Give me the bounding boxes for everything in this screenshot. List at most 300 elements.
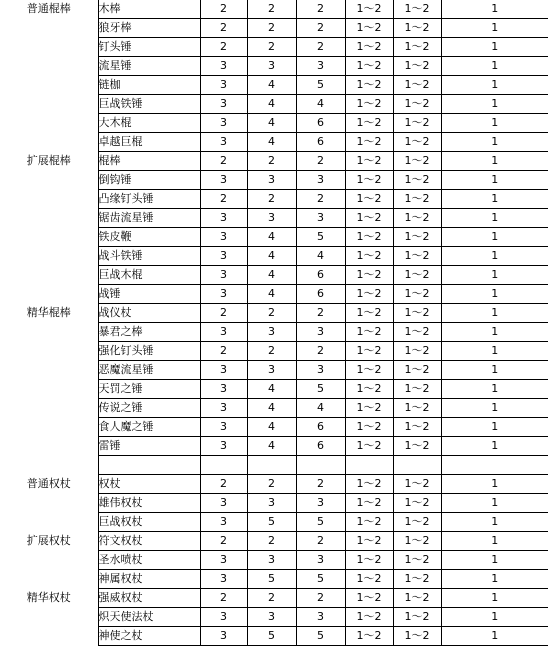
- group-label: [0, 380, 98, 399]
- value-cell-c4: 1～2: [345, 76, 393, 95]
- value-cell-c6: 1: [441, 285, 548, 304]
- table-row: [0, 494, 548, 513]
- value-cell-c6: 1: [441, 513, 548, 532]
- value-cell-c2: 4: [247, 399, 296, 418]
- value-cell-c2: 4: [247, 437, 296, 456]
- value-cell-c4: 1～2: [345, 114, 393, 133]
- value-cell-c5: 1～2: [393, 589, 441, 608]
- value-cell-c2: 4: [247, 95, 296, 114]
- group-label: [0, 266, 98, 285]
- value-cell-c6: 1: [441, 114, 548, 133]
- value-cell-c3: 3: [296, 209, 345, 228]
- item-name-cell: 倒钩锤: [98, 171, 200, 190]
- value-cell-c5: 1～2: [393, 57, 441, 76]
- table-row: [0, 437, 548, 456]
- value-cell-c6: 1: [441, 475, 548, 494]
- blank-cell: [98, 456, 200, 475]
- value-cell-c4: 1～2: [345, 570, 393, 589]
- value-cell-c2: 4: [247, 114, 296, 133]
- item-name-cell: 神使之杖: [98, 627, 200, 646]
- value-cell-c6: 1: [441, 532, 548, 551]
- value-cell-c3: 2: [296, 475, 345, 494]
- value-cell-c2: 4: [247, 285, 296, 304]
- item-name-cell: 传说之锤: [98, 399, 200, 418]
- blank-cell: [393, 456, 441, 475]
- value-cell-c4: 1～2: [345, 475, 393, 494]
- value-cell-c5: 1～2: [393, 209, 441, 228]
- value-cell-c4: 1～2: [345, 304, 393, 323]
- item-name-cell: 符文权杖: [98, 532, 200, 551]
- table-row: [0, 171, 548, 190]
- value-cell-c2: 3: [247, 494, 296, 513]
- value-cell-c4: 1～2: [345, 380, 393, 399]
- value-cell-c5: 1～2: [393, 627, 441, 646]
- value-cell-c1: 2: [200, 342, 247, 361]
- value-cell-c5: 1～2: [393, 247, 441, 266]
- group-label: [0, 247, 98, 266]
- value-cell-c3: 2: [296, 342, 345, 361]
- value-cell-c3: 3: [296, 323, 345, 342]
- value-cell-c6: 1: [441, 608, 548, 627]
- item-name-cell: 炽天使法杖: [98, 608, 200, 627]
- value-cell-c4: 1～2: [345, 323, 393, 342]
- item-name-cell: 卓越巨棍: [98, 133, 200, 152]
- group-label: [0, 209, 98, 228]
- value-cell-c4: 1～2: [345, 627, 393, 646]
- value-cell-c3: 2: [296, 589, 345, 608]
- value-cell-c3: 4: [296, 95, 345, 114]
- value-cell-c5: 1～2: [393, 38, 441, 57]
- group-label: [0, 76, 98, 95]
- value-cell-c3: 6: [296, 266, 345, 285]
- value-cell-c2: 2: [247, 532, 296, 551]
- value-cell-c4: 1～2: [345, 247, 393, 266]
- value-cell-c5: 1～2: [393, 190, 441, 209]
- table-row: [0, 608, 548, 627]
- group-label: [0, 513, 98, 532]
- value-cell-c3: 3: [296, 494, 345, 513]
- value-cell-c1: 3: [200, 285, 247, 304]
- value-cell-c2: 2: [247, 152, 296, 171]
- value-cell-c5: 1～2: [393, 570, 441, 589]
- value-cell-c2: 5: [247, 513, 296, 532]
- value-cell-c5: 1～2: [393, 342, 441, 361]
- item-name-cell: 强威权杖: [98, 589, 200, 608]
- value-cell-c6: 1: [441, 247, 548, 266]
- table-row: [0, 304, 548, 323]
- value-cell-c2: 4: [247, 247, 296, 266]
- value-cell-c4: 1～2: [345, 285, 393, 304]
- value-cell-c6: 1: [441, 76, 548, 95]
- value-cell-c3: 6: [296, 418, 345, 437]
- item-name-cell: 凸缘钉头锤: [98, 190, 200, 209]
- group-label: [0, 38, 98, 57]
- value-cell-c4: 1～2: [345, 57, 393, 76]
- value-cell-c4: 1～2: [345, 513, 393, 532]
- value-cell-c5: 1～2: [393, 418, 441, 437]
- group-label: [0, 114, 98, 133]
- item-name-cell: 棍棒: [98, 152, 200, 171]
- table-row: [0, 57, 548, 76]
- value-cell-c6: 1: [441, 95, 548, 114]
- value-cell-c3: 5: [296, 228, 345, 247]
- value-cell-c1: 3: [200, 551, 247, 570]
- value-cell-c1: 3: [200, 361, 247, 380]
- value-cell-c3: 5: [296, 76, 345, 95]
- value-cell-c5: 1～2: [393, 437, 441, 456]
- value-cell-c2: 2: [247, 38, 296, 57]
- value-cell-c2: 2: [247, 304, 296, 323]
- item-name-cell: 巨战铁锤: [98, 95, 200, 114]
- value-cell-c5: 1～2: [393, 0, 441, 19]
- table-row: [0, 209, 548, 228]
- table-row: [0, 114, 548, 133]
- value-cell-c4: 1～2: [345, 95, 393, 114]
- group-label: 精华棍棒: [26, 306, 71, 319]
- value-cell-c6: 1: [441, 589, 548, 608]
- value-cell-c5: 1～2: [393, 323, 441, 342]
- table-row: [0, 133, 548, 152]
- value-cell-c3: 3: [296, 57, 345, 76]
- value-cell-c4: 1～2: [345, 152, 393, 171]
- value-cell-c5: 1～2: [393, 361, 441, 380]
- value-cell-c6: 1: [441, 418, 548, 437]
- value-cell-c3: 4: [296, 399, 345, 418]
- value-cell-c4: 1～2: [345, 190, 393, 209]
- value-cell-c5: 1～2: [393, 266, 441, 285]
- value-cell-c6: 1: [441, 19, 548, 38]
- value-cell-c3: 5: [296, 627, 345, 646]
- value-cell-c2: 4: [247, 133, 296, 152]
- value-cell-c5: 1～2: [393, 19, 441, 38]
- group-label: [0, 570, 98, 589]
- table-row: [0, 266, 548, 285]
- value-cell-c1: 3: [200, 209, 247, 228]
- value-cell-c2: 3: [247, 57, 296, 76]
- value-cell-c1: 3: [200, 133, 247, 152]
- value-cell-c1: 3: [200, 513, 247, 532]
- item-name-cell: 锯齿流星锤: [98, 209, 200, 228]
- value-cell-c2: 2: [247, 190, 296, 209]
- value-cell-c3: 5: [296, 570, 345, 589]
- group-label: [0, 323, 98, 342]
- value-cell-c6: 1: [441, 152, 548, 171]
- value-cell-c1: 2: [200, 19, 247, 38]
- value-cell-c1: 3: [200, 76, 247, 95]
- value-cell-c5: 1～2: [393, 228, 441, 247]
- table-row: [0, 19, 548, 38]
- value-cell-c3: 3: [296, 608, 345, 627]
- value-cell-c5: 1～2: [393, 95, 441, 114]
- value-cell-c5: 1～2: [393, 551, 441, 570]
- value-cell-c6: 1: [441, 380, 548, 399]
- value-cell-c1: 2: [200, 152, 247, 171]
- value-cell-c1: 3: [200, 437, 247, 456]
- value-cell-c2: 4: [247, 266, 296, 285]
- value-cell-c6: 1: [441, 399, 548, 418]
- value-cell-c6: 1: [441, 551, 548, 570]
- value-cell-c4: 1～2: [345, 38, 393, 57]
- table-row: [0, 285, 548, 304]
- group-label: 普通权杖: [26, 477, 71, 490]
- value-cell-c5: 1～2: [393, 171, 441, 190]
- value-cell-c6: 1: [441, 570, 548, 589]
- value-cell-c2: 2: [247, 0, 296, 19]
- value-cell-c6: 1: [441, 627, 548, 646]
- value-cell-c5: 1～2: [393, 532, 441, 551]
- item-name-cell: 钉头锤: [98, 38, 200, 57]
- table-row: [0, 513, 548, 532]
- value-cell-c4: 1～2: [345, 266, 393, 285]
- value-cell-c1: 3: [200, 570, 247, 589]
- value-cell-c3: 5: [296, 380, 345, 399]
- value-cell-c3: 3: [296, 551, 345, 570]
- value-cell-c2: 3: [247, 171, 296, 190]
- value-cell-c1: 3: [200, 114, 247, 133]
- value-cell-c5: 1～2: [393, 608, 441, 627]
- group-label: [0, 342, 98, 361]
- table-row: [0, 152, 548, 171]
- value-cell-c1: 3: [200, 247, 247, 266]
- value-cell-c3: 4: [296, 247, 345, 266]
- table-row: [0, 247, 548, 266]
- value-cell-c2: 3: [247, 323, 296, 342]
- value-cell-c3: 6: [296, 285, 345, 304]
- value-cell-c1: 2: [200, 589, 247, 608]
- table-row: [0, 95, 548, 114]
- value-cell-c1: 3: [200, 608, 247, 627]
- item-name-cell: 神属权杖: [98, 570, 200, 589]
- group-label: 精华权杖: [26, 591, 71, 604]
- item-name-cell: 雄伟权杖: [98, 494, 200, 513]
- value-cell-c2: 3: [247, 551, 296, 570]
- group-label: 扩展棍棒: [26, 154, 71, 167]
- value-cell-c5: 1～2: [393, 152, 441, 171]
- value-cell-c5: 1～2: [393, 285, 441, 304]
- value-cell-c1: 3: [200, 95, 247, 114]
- table-row: [0, 399, 548, 418]
- value-cell-c2: 4: [247, 418, 296, 437]
- value-cell-c3: 6: [296, 133, 345, 152]
- group-label: [0, 418, 98, 437]
- value-cell-c4: 1～2: [345, 171, 393, 190]
- item-name-cell: 暴君之棒: [98, 323, 200, 342]
- value-cell-c5: 1～2: [393, 114, 441, 133]
- value-cell-c6: 1: [441, 323, 548, 342]
- table-row: [0, 38, 548, 57]
- value-cell-c5: 1～2: [393, 304, 441, 323]
- item-name-cell: 战仪杖: [98, 304, 200, 323]
- value-cell-c6: 1: [441, 133, 548, 152]
- value-cell-c5: 1～2: [393, 399, 441, 418]
- value-cell-c3: 6: [296, 437, 345, 456]
- value-cell-c1: 2: [200, 190, 247, 209]
- group-label: [0, 494, 98, 513]
- value-cell-c4: 1～2: [345, 0, 393, 19]
- value-cell-c3: 3: [296, 361, 345, 380]
- value-cell-c5: 1～2: [393, 133, 441, 152]
- value-cell-c6: 1: [441, 209, 548, 228]
- value-cell-c4: 1～2: [345, 551, 393, 570]
- value-cell-c6: 1: [441, 0, 548, 19]
- value-cell-c5: 1～2: [393, 494, 441, 513]
- value-cell-c6: 1: [441, 361, 548, 380]
- group-label: [0, 57, 98, 76]
- table-row: [0, 76, 548, 95]
- value-cell-c3: 2: [296, 190, 345, 209]
- value-cell-c3: 5: [296, 513, 345, 532]
- value-cell-c1: 2: [200, 475, 247, 494]
- group-label: [0, 285, 98, 304]
- value-cell-c1: 3: [200, 57, 247, 76]
- value-cell-c1: 3: [200, 627, 247, 646]
- value-cell-c4: 1～2: [345, 228, 393, 247]
- value-cell-c1: 3: [200, 494, 247, 513]
- group-label: [0, 19, 98, 38]
- group-label: 普通棍棒: [26, 2, 71, 16]
- item-name-cell: 天罚之锤: [98, 380, 200, 399]
- value-cell-c3: 2: [296, 19, 345, 38]
- value-cell-c2: 4: [247, 228, 296, 247]
- value-cell-c5: 1～2: [393, 475, 441, 494]
- value-cell-c6: 1: [441, 171, 548, 190]
- group-label: [0, 190, 98, 209]
- item-name-cell: 流星锤: [98, 57, 200, 76]
- group-label: 扩展权杖: [26, 534, 71, 547]
- group-label: [0, 171, 98, 190]
- value-cell-c3: 6: [296, 114, 345, 133]
- item-name-cell: 巨战木棍: [98, 266, 200, 285]
- blank-cell: [345, 456, 393, 475]
- table-row: [0, 361, 548, 380]
- group-label: [0, 399, 98, 418]
- table-row: [0, 0, 548, 19]
- value-cell-c4: 1～2: [345, 19, 393, 38]
- value-cell-c4: 1～2: [345, 342, 393, 361]
- item-name-cell: 铁皮鞭: [98, 228, 200, 247]
- value-cell-c3: 2: [296, 532, 345, 551]
- value-cell-c2: 4: [247, 380, 296, 399]
- value-cell-c4: 1～2: [345, 133, 393, 152]
- value-cell-c4: 1～2: [345, 589, 393, 608]
- value-cell-c4: 1～2: [345, 209, 393, 228]
- value-cell-c4: 1～2: [345, 418, 393, 437]
- value-cell-c2: 2: [247, 589, 296, 608]
- value-cell-c6: 1: [441, 57, 548, 76]
- value-cell-c1: 3: [200, 399, 247, 418]
- item-name-cell: 权杖: [98, 475, 200, 494]
- table-row: [0, 627, 548, 646]
- table-row: [0, 190, 548, 209]
- value-cell-c1: 3: [200, 266, 247, 285]
- group-label: [0, 627, 98, 646]
- table-row: [0, 323, 548, 342]
- item-name-cell: 巨战权杖: [98, 513, 200, 532]
- value-cell-c6: 1: [441, 190, 548, 209]
- table-row: [0, 380, 548, 399]
- table-row: [0, 532, 548, 551]
- value-cell-c4: 1～2: [345, 399, 393, 418]
- table-row: [0, 475, 548, 494]
- value-cell-c1: 3: [200, 380, 247, 399]
- value-cell-c3: 2: [296, 0, 345, 19]
- table-row: [0, 228, 548, 247]
- value-cell-c3: 2: [296, 152, 345, 171]
- value-cell-c1: 3: [200, 323, 247, 342]
- blank-cell: [296, 456, 345, 475]
- value-cell-c1: 2: [200, 532, 247, 551]
- table-row: [0, 570, 548, 589]
- value-cell-c6: 1: [441, 266, 548, 285]
- group-label: [0, 608, 98, 627]
- value-cell-c2: 2: [247, 19, 296, 38]
- value-cell-c5: 1～2: [393, 76, 441, 95]
- blank-cell: [247, 456, 296, 475]
- blank-cell: [0, 456, 98, 475]
- value-cell-c4: 1～2: [345, 532, 393, 551]
- value-cell-c1: 2: [200, 38, 247, 57]
- value-cell-c2: 2: [247, 342, 296, 361]
- value-cell-c5: 1～2: [393, 380, 441, 399]
- blank-cell: [441, 456, 548, 475]
- value-cell-c6: 1: [441, 437, 548, 456]
- item-name-cell: 食人魔之锤: [98, 418, 200, 437]
- value-cell-c2: 5: [247, 570, 296, 589]
- item-name-cell: 强化钉头锤: [98, 342, 200, 361]
- group-label: [0, 133, 98, 152]
- value-cell-c2: 3: [247, 361, 296, 380]
- value-cell-c1: 3: [200, 228, 247, 247]
- group-label: [0, 437, 98, 456]
- value-cell-c1: 3: [200, 418, 247, 437]
- group-label: [0, 361, 98, 380]
- value-cell-c6: 1: [441, 342, 548, 361]
- value-cell-c4: 1～2: [345, 361, 393, 380]
- item-name-cell: 战锤: [98, 285, 200, 304]
- table-row: [0, 551, 548, 570]
- value-cell-c3: 2: [296, 304, 345, 323]
- item-name-cell: 恶魔流星锤: [98, 361, 200, 380]
- value-cell-c3: 3: [296, 171, 345, 190]
- table-row: [0, 342, 548, 361]
- value-cell-c5: 1～2: [393, 513, 441, 532]
- value-cell-c2: 4: [247, 76, 296, 95]
- table-row: [0, 418, 548, 437]
- item-name-cell: 大木棍: [98, 114, 200, 133]
- group-label: [0, 228, 98, 247]
- value-cell-c1: 3: [200, 171, 247, 190]
- item-name-cell: 狼牙棒: [98, 19, 200, 38]
- item-name-cell: 雷锤: [98, 437, 200, 456]
- table-row: [0, 589, 548, 608]
- value-cell-c1: 2: [200, 304, 247, 323]
- value-cell-c2: 3: [247, 608, 296, 627]
- blank-separator-row: [0, 456, 548, 475]
- value-cell-c6: 1: [441, 38, 548, 57]
- value-cell-c1: 2: [200, 0, 247, 19]
- value-cell-c6: 1: [441, 304, 548, 323]
- value-cell-c6: 1: [441, 494, 548, 513]
- value-cell-c4: 1～2: [345, 437, 393, 456]
- value-cell-c2: 2: [247, 475, 296, 494]
- item-name-cell: 链枷: [98, 76, 200, 95]
- value-cell-c4: 1～2: [345, 608, 393, 627]
- value-cell-c2: 5: [247, 627, 296, 646]
- item-name-cell: 木棒: [98, 0, 200, 19]
- group-label: [0, 551, 98, 570]
- item-name-cell: 战斗铁锤: [98, 247, 200, 266]
- value-cell-c3: 2: [296, 38, 345, 57]
